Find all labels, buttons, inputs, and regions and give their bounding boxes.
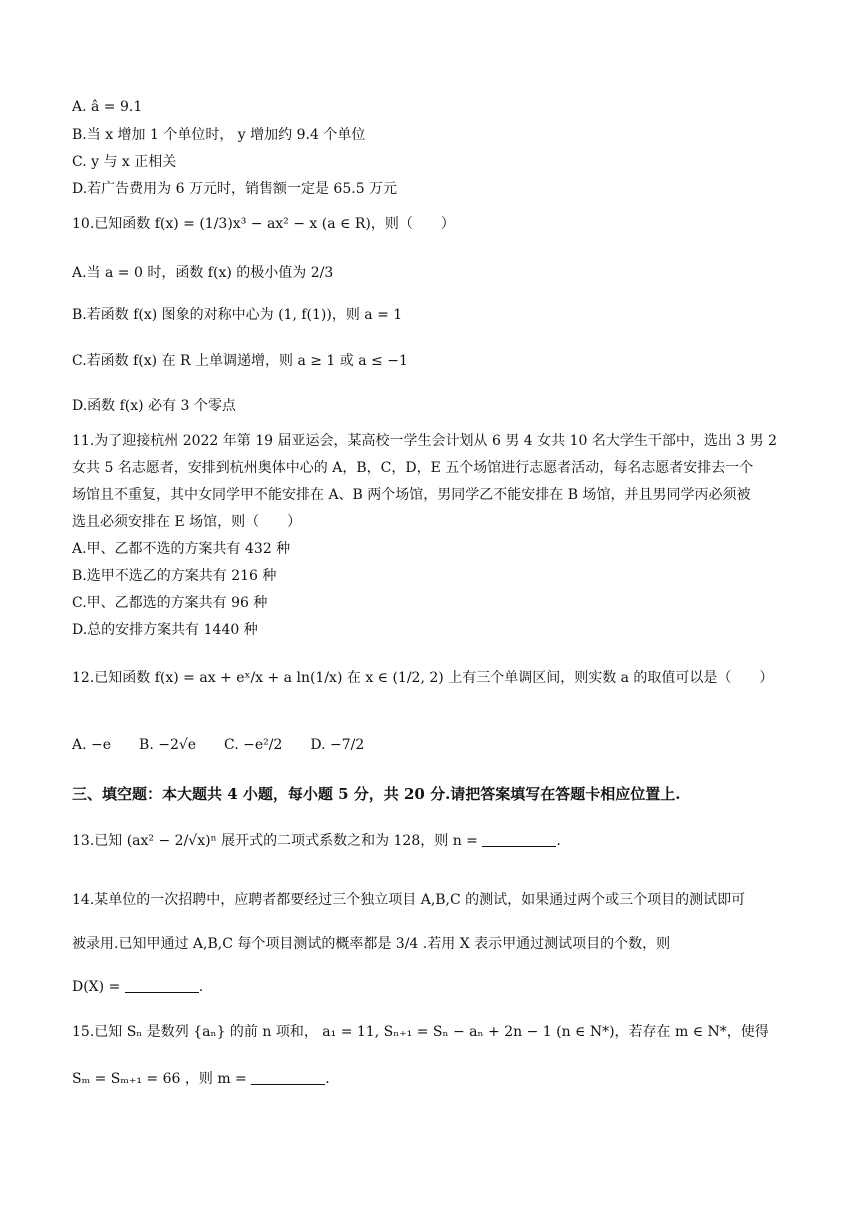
q15-answer-blank	[251, 1070, 325, 1085]
q9-option-c: C. y 与 x 正相关	[72, 154, 177, 170]
q10-option-c: C.若函数 f(x) 在 R 上单调递增，则 a ≥ 1 或 a ≤ −1	[72, 353, 408, 369]
q12-options: A. −e B. −2√e C. −e²/2 D. −7/2	[72, 737, 365, 753]
q11-option-a: A.甲、乙都不选的方案共有 432 种	[72, 541, 291, 557]
q14-stem-line2: 被录用.已知甲通过 A,B,C 每个项目测试的概率都是 3/4 .若用 X 表示甲通过测试项目的个数，则	[72, 936, 671, 952]
q14-stem-line1: 14.某单位的一次招聘中，应聘者都要经过三个独立项目 A,B,C 的测试，如果通过两个或三个项目的测试即可	[72, 892, 746, 908]
q11-option-b: B.选甲不选乙的方案共有 216 种	[72, 568, 277, 584]
q9-option-a: A. â = 9.1	[72, 99, 143, 115]
q10-option-b: B.若函数 f(x) 图象的对称中心为 (1, f(1))，则 a = 1	[72, 307, 403, 323]
q9-option-d: D.若广告费用为 6 万元时，销售额一定是 65.5 万元	[72, 181, 398, 197]
q13-answer-blank	[482, 832, 556, 847]
q14-answer-blank	[125, 978, 199, 993]
q10-option-a: A.当 a = 0 时，函数 f(x) 的极小值为 2/3	[72, 265, 334, 281]
q10-option-d: D.函数 f(x) 必有 3 个零点	[72, 398, 236, 414]
q14-text: D(X) =	[72, 979, 121, 995]
q12-stem: 12.已知函数 f(x) = ax + eˣ/x + a ln(1/x) 在 x ∈ (1/2, 2) 上有三个单调区间，则实数 a 的取值可以是（ ）	[72, 670, 774, 686]
q15-stem-line1: 15.已知 Sₙ 是数列 {aₙ} 的前 n 项和， a₁ = 11, Sₙ₊₁ = Sₙ − aₙ + 2n − 1 (n ∈ N*)，若存在 m ∈ N*，使得	[72, 1024, 769, 1040]
q11-stem-line4: 选且必须安排在 E 场馆，则（ ）	[72, 514, 302, 530]
q11-option-d: D.总的安排方案共有 1440 种	[72, 622, 258, 638]
q13-text: 13.已知 (ax² − 2/√x)ⁿ 展开式的二项式系数之和为 128，则 n =	[72, 833, 478, 849]
section-heading-fill-in: 三、填空题：本大题共 4 小题，每小题 5 分，共 20 分.请把答案填写在答题卡相应位置上.	[72, 785, 681, 803]
q15-stem-line2: Sₘ = Sₘ₊₁ = 66 ，则 m = .	[72, 1071, 330, 1087]
q9-option-b: B.当 x 增加 1 个单位时， y 增加约 9.4 个单位	[72, 127, 366, 143]
q10-stem: 10.已知函数 f(x) = (1/3)x³ − ax² − x (a ∈ R)，则（ ）	[72, 216, 455, 232]
q11-stem-line3: 场馆且不重复，其中女同学甲不能安排在 A、B 两个场馆，男同学乙不能安排在 B 场馆，并且男同学丙必须被	[72, 487, 751, 503]
q15-text: Sₘ = Sₘ₊₁ = 66 ，则 m =	[72, 1071, 247, 1087]
q11-option-c: C.甲、乙都选的方案共有 96 种	[72, 595, 268, 611]
q11-stem-line2: 女共 5 名志愿者，安排到杭州奥体中心的 A，B，C，D，E 五个场馆进行志愿者活动，每名志愿者安排去一个	[72, 460, 754, 476]
q13-stem: 13.已知 (ax² − 2/√x)ⁿ 展开式的二项式系数之和为 128，则 n = .	[72, 833, 561, 849]
q11-stem-line1: 11.为了迎接杭州 2022 年第 19 届亚运会，某高校一学生会计划从 6 男 4 女共 10 名大学生干部中，选出 3 男 2	[72, 433, 778, 449]
q14-stem-line3: D(X) = .	[72, 979, 204, 995]
